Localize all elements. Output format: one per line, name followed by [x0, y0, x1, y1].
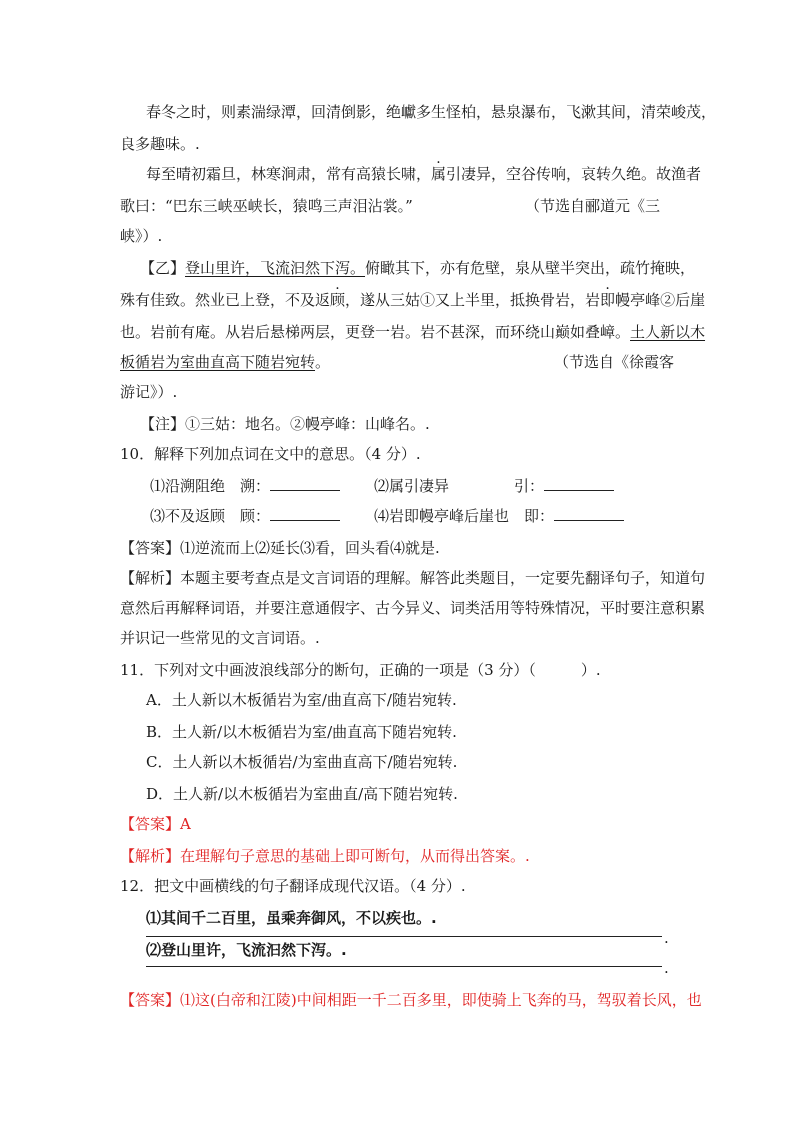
text: ⑶不及返顾 顾：	[150, 507, 271, 525]
answer-line[interactable]	[146, 966, 662, 967]
jia-p1-line1: 春冬之时，则素湍绿潭，回清倒影，绝巘多生怪柏，悬泉瀑布，飞漱其间，清荣峻茂，	[146, 103, 717, 121]
answer-blank[interactable]	[270, 476, 340, 491]
jia-p2-line1	[146, 164, 701, 184]
jia-source: （节选自郦道元《三	[525, 197, 661, 215]
q11-option-d[interactable]: D．土人新/以木板循岩为室曲直/高下随岩宛转.	[146, 785, 458, 803]
dotted-word: 属	[431, 165, 447, 183]
q10-item2: ⑵属引凄异	[374, 477, 450, 495]
dotted-word: 即	[600, 291, 616, 309]
yi-source: （节选自《徐霞客	[554, 353, 675, 371]
jia-p2-line3: 峡》）.	[120, 227, 163, 245]
q11-option-b[interactable]: B．土人新/以木板循岩为室/曲直高下随岩宛转.	[146, 723, 457, 741]
text: ⑴沿溯阻绝 溯：	[150, 477, 271, 495]
q10-item1	[150, 476, 340, 496]
text: ，遂从三姑①又上半里，抵换骨岩，岩	[345, 291, 601, 309]
answer-blank[interactable]	[554, 506, 624, 521]
q11-option-a[interactable]: A．土人新以木板循岩为室/曲直高下/随岩宛转.	[146, 691, 457, 709]
answer-line[interactable]	[146, 936, 662, 937]
q10-item4	[374, 506, 624, 526]
yi-line1	[140, 258, 695, 278]
q10-analysis-line3: 并识记一些常见的文言词语。.	[120, 629, 320, 647]
line-end-mark: .	[664, 929, 669, 947]
q10-analysis-line1: 【解析】本题主要考查点是文言词语的理解。解答此类题目，一定要先翻译句子，知道句	[120, 569, 706, 587]
q12-stem: 12．把文中画横线的句子翻译成现代汉语。（4 分）.	[120, 877, 466, 895]
yi-line3	[120, 322, 705, 342]
q10-analysis-line2: 意然后再解释词语，并要注意通假字、古今异义、词类活用等特殊情况，平时要注意积累	[120, 599, 706, 617]
text: 引：	[514, 477, 545, 495]
q11-analysis: 【解析】在理解句子意思的基础上即可断句，从而得出答案。.	[120, 847, 530, 865]
yi-note: 【注】①三姑：地名。②幔亭峰：山峰名。.	[140, 415, 430, 433]
q10-item2-word	[514, 476, 614, 496]
yi-line2	[120, 290, 705, 310]
yi-line5: 游记》）.	[120, 383, 178, 401]
text: 殊有佳致。然业已上登，不及返	[120, 291, 331, 309]
q12-sentence1: ⑴其间千二百里，虽乘奔御风，不以疾也。.	[146, 909, 437, 927]
text: 俯瞰其下，亦有危壁，泉从壁半突出，疏竹掩映，	[365, 259, 696, 277]
q11-answer: 【答案】A	[120, 815, 191, 833]
jia-p1-line2: 良多趣味。.	[120, 135, 200, 153]
jia-p2-line2: 歌曰：“巴东三峡巫峡长，猿鸣三声泪沾裳。”	[120, 197, 413, 215]
line-end-mark: .	[664, 959, 669, 977]
text: 幔亭峰②后崖	[615, 291, 706, 309]
yi-line4	[120, 352, 330, 372]
text: 也。岩前有庵。从岩后悬梯两层，更登一岩。岩不甚深，而环绕山巅如叠嶂。	[120, 323, 631, 341]
q10-answer: 【答案】⑴逆流而上⑵延长⑶看，回头看⑷就是.	[120, 539, 440, 557]
q12-sentence2: ⑵登山里许，飞流汩然下泻。.	[146, 941, 347, 959]
text: 。	[315, 353, 331, 371]
text: 每至晴初霜旦，林寒涧肃，常有高猿长啸，	[146, 165, 432, 183]
q11-option-c[interactable]: C．土人新以木板循岩/为室曲直高下/随岩宛转.	[146, 753, 458, 771]
answer-blank[interactable]	[270, 506, 340, 521]
yi-label: 【乙】	[140, 259, 186, 277]
wavy-underlined-text: 板循岩为室曲直高下随岩宛转	[120, 353, 316, 371]
q12-answer: 【答案】⑴这(白帝和江陵)中间相距一千二百多里，即使骑上飞奔的马，驾驭着长风，也	[120, 991, 702, 1009]
underlined-sentence: 登山里许，飞流汩然下泻。	[185, 259, 366, 277]
text: 引凄异，空谷传响，哀转久绝。故渔者	[446, 165, 702, 183]
q11-stem: 11．下列对文中画波浪线部分的断句，正确的一项是（3 分）（ ）.	[120, 661, 601, 679]
q10-stem: 10．解释下列加点词在文中的意思。（4 分）.	[120, 445, 421, 463]
dotted-word: 顾	[330, 291, 346, 309]
wavy-underlined-text: 土人新以木	[630, 323, 706, 341]
text: ⑷岩即幔亭峰后崖也 即：	[374, 507, 555, 525]
answer-blank[interactable]	[544, 476, 614, 491]
q10-item3	[150, 506, 340, 526]
